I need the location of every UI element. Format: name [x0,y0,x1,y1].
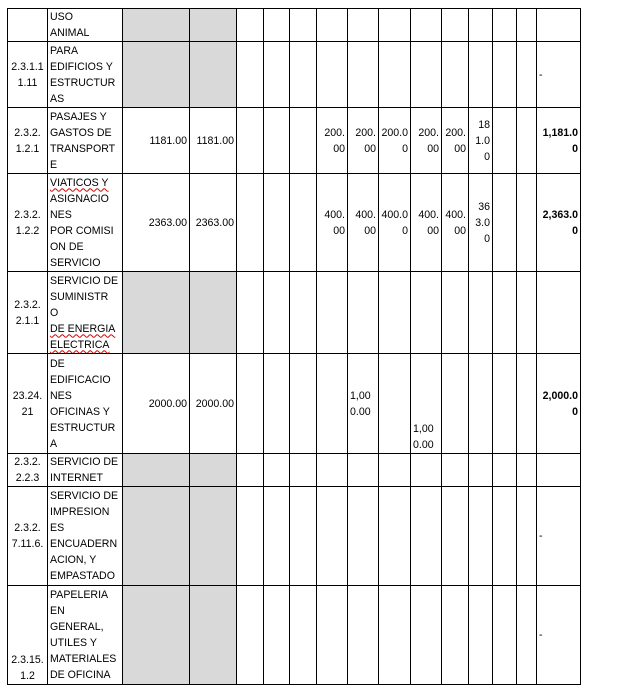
monthly-value: 400.00 [348,174,379,272]
item-code: 2.3.2.2.1.1 [8,272,48,354]
monthly-value: 200.00 [379,108,411,174]
item-code: 2.3.2.1.2.1 [8,108,48,174]
item-description: PARA EDIFICIOS Y ESTRUCTUR AS [48,42,123,108]
item-description: DE EDIFICACIO NES OFICINAS Y ESTRUCTUR A [48,354,123,454]
row-total: - [537,42,581,108]
item-description: SERVICIO DE INTERNET [48,454,123,487]
budget-table [7,8,581,685]
item-description: SERVICIO DE IMPRESION ES ENCUADERN ACION, Y EMPASTADO [48,487,123,586]
monthly-value: 400.00 [379,174,411,272]
item-code: 2.3.15.1.2 [8,586,48,685]
monthly-value: 400.00 [317,174,348,272]
row-total: - [537,487,581,586]
item-description: USO ANIMAL [48,9,123,42]
modified-amount: 2363.00 [190,174,237,272]
monthly-value: 1,000.00 [411,354,442,454]
monthly-value: 200.00 [442,108,469,174]
item-code: 2.3.1.11.11 [8,42,48,108]
item-description: SERVICIO DE SUMINISTR O DE ENERGIA ELECTRICA [48,272,123,354]
monthly-value: 363.00 [469,174,493,272]
item-description: PAPELERIA EN GENERAL, UTILES Y MATERIALES DE OFICINA [48,586,123,685]
item-code: 23.24.21 [8,354,48,454]
table-row [8,42,581,108]
monthly-value: 1,000.00 [348,354,379,454]
table-row [8,586,581,685]
budget-amount: 2000.00 [123,354,190,454]
item-code: 2.3.2.2.2.3 [8,454,48,487]
monthly-value: 181.00 [469,108,493,174]
item-code: 2.3.2.7.11.6. [8,487,48,586]
table-row [8,454,581,487]
table-row [8,174,581,272]
budget-amount: 2363.00 [123,174,190,272]
table-row [8,108,581,174]
modified-amount: 1181.00 [190,108,237,174]
monthly-value: 200.00 [411,108,442,174]
monthly-value: 200.00 [348,108,379,174]
modified-amount: 2000.00 [190,354,237,454]
table-row [8,272,581,354]
monthly-value: 400.00 [442,174,469,272]
item-description: VIATICOS Y ASIGNACIO NES POR COMISI ON DE SERVICIO [48,174,123,272]
table-row [8,9,581,42]
table-row [8,487,581,586]
row-total: - [537,586,581,685]
row-total: 1,181.00 [537,108,581,174]
item-description: PASAJES Y GASTOS DE TRANSPORT E [48,108,123,174]
item-code [8,9,48,42]
budget-amount: 1181.00 [123,108,190,174]
monthly-value: 200.00 [317,108,348,174]
item-code: 2.3.2.1.2.2 [8,174,48,272]
row-total: 2,000.00 [537,354,581,454]
table-row [8,354,581,454]
monthly-value: 400.00 [411,174,442,272]
row-total: 2,363.00 [537,174,581,272]
